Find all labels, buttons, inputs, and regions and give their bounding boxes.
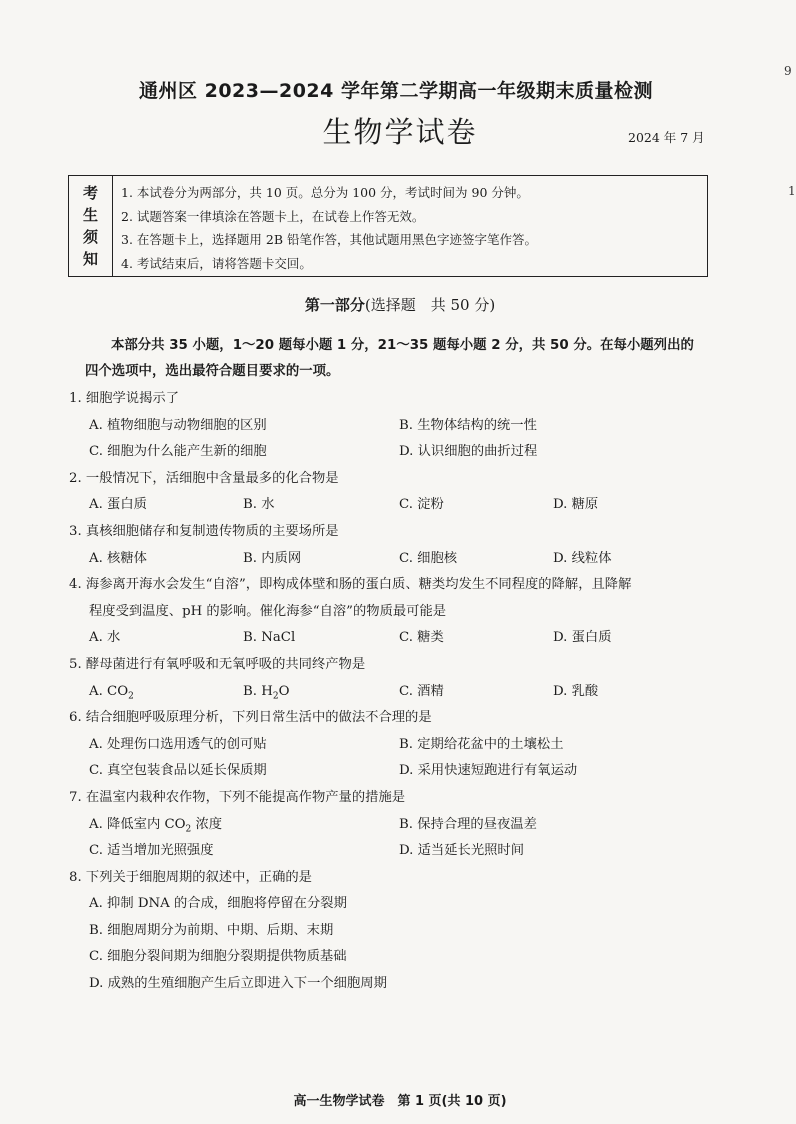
notice-item: 1. 本试卷分为两部分，共 10 页。总分为 100 分，考试时间为 90 分钟。 xyxy=(121,185,529,200)
option-row xyxy=(69,758,729,785)
option-c: C. 真空包装食品以延长保质期 xyxy=(89,763,267,779)
option-d: D. 成熟的生殖细胞产生后立即进入下一个细胞周期 xyxy=(89,976,387,992)
question-stem-continued: 程度受到温度、pH 的影响。催化海参“自溶”的物质最可能是 xyxy=(89,603,447,619)
option-b: B. 生物体结构的统一性 xyxy=(399,417,537,433)
option-d: D. 认识细胞的曲折过程 xyxy=(399,444,538,460)
option-row xyxy=(69,732,729,759)
page-footer: 高一生物学试卷 第 1 页(共 10 页) xyxy=(293,1094,507,1109)
option-a: A. 水 xyxy=(89,630,121,646)
part-one-instructions xyxy=(85,333,721,385)
option-b: B. 细胞周期分为前期、中期、后期、末期 xyxy=(89,922,334,938)
option-a: A. 蛋白质 xyxy=(89,497,147,513)
option-c: C. 细胞分裂间期为细胞分裂期提供物质基础 xyxy=(89,949,347,965)
question-stem: 8. 下列关于细胞周期的叙述中，正确的是 xyxy=(69,869,312,885)
option-row xyxy=(69,413,729,440)
option-b: B. $H_2O$ xyxy=(243,683,290,702)
option-row xyxy=(69,546,729,573)
notice-label-char: 生 xyxy=(82,206,98,224)
notice-item: 2. 试题答案一律填涂在答题卡上，在试卷上作答无效。 xyxy=(121,208,425,224)
notice-list xyxy=(113,176,537,276)
option-d: D. 线粒体 xyxy=(553,550,612,566)
question-stem: 7. 在温室内栽种农作物，下列不能提高作物产量的措施是 xyxy=(69,789,406,805)
question-list xyxy=(69,386,729,998)
option-d: D. 糖原 xyxy=(553,497,599,513)
option-b: B. 水 xyxy=(243,497,275,513)
option-c: C. 细胞核 xyxy=(399,550,458,566)
option-row xyxy=(69,838,729,865)
instruction-line: 四个选项中，选出最符合题目要求的一项。 xyxy=(85,364,340,379)
exam-subject-title: 生物学试卷 xyxy=(322,115,478,149)
option-a: A. 降低室内 $CO_2$ 浓度 xyxy=(89,816,223,835)
option-row xyxy=(69,492,729,519)
option-c: C. 细胞为什么能产生新的细胞 xyxy=(89,444,267,460)
option-d: D. 适当延长光照时间 xyxy=(399,843,525,859)
option-d: D. 蛋白质 xyxy=(553,630,612,646)
question-stem: 3. 真核细胞储存和复制遗传物质的主要场所是 xyxy=(69,523,339,539)
notice-label-char: 须 xyxy=(82,228,98,246)
option-a: A. 处理伤口选用透气的创可贴 xyxy=(89,736,267,752)
exam-date: 2024 年 7 月 xyxy=(628,130,705,145)
edge-mark-mid: 1 xyxy=(788,184,796,198)
option-a: A. 抑制 DNA 的合成，细胞将停留在分裂期 xyxy=(89,896,347,912)
part-one-note: (选择题 共 50 分) xyxy=(364,296,496,314)
question-stem: 1. 细胞学说揭示了 xyxy=(69,391,179,406)
option-b: B. NaCl xyxy=(243,630,296,646)
option-d: D. 采用快速短跑进行有氧运动 xyxy=(399,763,578,779)
exam-title: 通州区 2023—2024 学年第二学期高一年级期末质量检测 xyxy=(139,80,653,102)
notice-label-char: 考 xyxy=(82,184,98,202)
notice-item: 4. 考试结束后，请将答题卡交回。 xyxy=(121,255,312,271)
instruction-line: 本部分共 35 小题，1～20 题每小题 1 分，21～35 题每小题 2 分，共 50 分。在每小题列出的 xyxy=(111,338,694,353)
part-one-heading xyxy=(240,294,560,315)
option-c: C. 酒精 xyxy=(399,683,444,699)
option-a: A. 核糖体 xyxy=(89,550,147,566)
option-b: B. 保持合理的昼夜温差 xyxy=(399,816,537,832)
question-stem: 6. 结合细胞呼吸原理分析，下列日常生活中的做法不合理的是 xyxy=(69,710,432,726)
notice-item: 3. 在答题卡上，选择题用 2B 铅笔作答，其他试题用黑色字迹签字笔作答。 xyxy=(121,232,537,247)
edge-mark-top: 9 xyxy=(784,64,792,78)
question-stem: 4. 海参离开海水会发生“自溶”，即构成体壁和肠的蛋白质、糖类均发生不同程度的降解，且降解 xyxy=(69,577,632,593)
option-row xyxy=(69,625,729,652)
option-b: B. 内质网 xyxy=(243,550,302,566)
option-b: B. 定期给花盆中的土壤松土 xyxy=(399,736,564,752)
question-stem: 2. 一般情况下，活细胞中含量最多的化合物是 xyxy=(69,470,339,486)
candidate-notice-box xyxy=(68,175,708,277)
option-row xyxy=(69,812,729,839)
notice-label xyxy=(69,176,113,276)
notice-label-char: 知 xyxy=(82,250,98,268)
option-c: C. 糖类 xyxy=(399,630,444,646)
option-d: D. 乳酸 xyxy=(553,683,599,699)
option-row xyxy=(69,679,729,706)
question-stem: 5. 酵母菌进行有氧呼吸和无氧呼吸的共同终产物是 xyxy=(69,656,366,672)
option-c: C. 适当增加光照强度 xyxy=(89,843,214,859)
option-row xyxy=(69,439,729,466)
option-a: A. $CO_2$ xyxy=(89,683,134,702)
option-a: A. 植物细胞与动物细胞的区别 xyxy=(89,417,267,433)
part-one-title: 第一部分 xyxy=(304,296,365,314)
option-c: C. 淀粉 xyxy=(399,497,444,513)
